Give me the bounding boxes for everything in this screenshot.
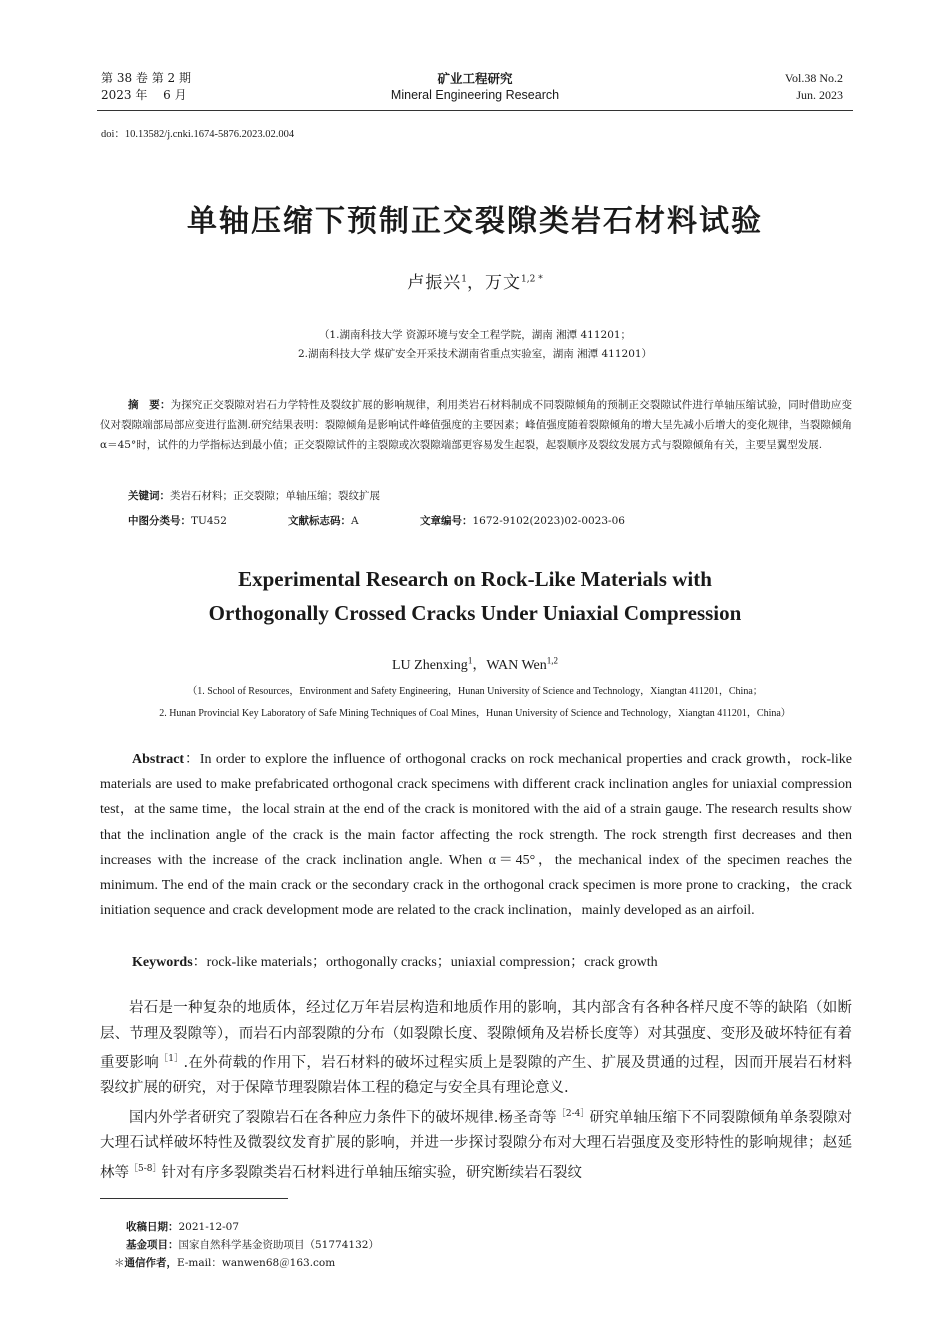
doc-code-label: 文献标志码： xyxy=(288,515,351,527)
abstract-cn-label: 摘 要： xyxy=(128,399,171,411)
doc-code-value: A xyxy=(351,515,359,527)
affiliation-line: 2.湖南科技大学 煤矿安全开采技术湖南省重点实验室，湖南 湘潭 411201） xyxy=(297,348,653,360)
received-date: 2021-12-07 xyxy=(178,1221,240,1233)
journal-name-cn: 矿业工程研究 xyxy=(437,71,513,86)
footnote-label: 收稿日期： xyxy=(126,1221,179,1233)
author-separator: ， xyxy=(467,273,486,293)
author-name: 卢振兴 xyxy=(407,273,462,293)
body-text-run: 针对有序多裂隙类岩石材料进行单轴压缩实验，研究断续岩石裂纹 xyxy=(161,1164,582,1181)
author-affiliation-mark: 1,2 xyxy=(546,655,558,666)
author-affiliation-mark: 1,2 * xyxy=(521,274,543,285)
author-name: LU Zhenxing xyxy=(391,658,468,673)
body-text-run: 研究单轴压缩下不同裂隙倾角单条裂隙对大理石试样破坏特性及微裂纹发育扩展的影响，并进一步探讨裂隙分布对大理石岩强度及变形特性的影响规律；赵延林等 xyxy=(100,1109,853,1181)
date-en: Jun. 2023 xyxy=(796,88,843,102)
date-cn: 2023 年 6 月 xyxy=(101,88,187,102)
title-cn: 单轴压缩下预制正交裂隙类岩石材料试验 xyxy=(187,204,763,239)
keywords-en-colon: ： xyxy=(192,955,207,970)
keywords-en xyxy=(132,951,658,971)
keywords-en-text: rock-like materials；orthogonally cracks；uniaxial compression；crack growth xyxy=(206,955,658,970)
affiliation-line: 2. Hunan Provincial Key Laboratory of Safe Mining Techniques of Coal Mines，Hunan University of Science and Technology，Xiangtan 411201，China） xyxy=(159,708,791,719)
abstract-cn-text: 为探究正交裂隙对岩石力学特性及裂纹扩展的影响规律，利用类岩石材料制成不同裂隙倾角的预制正交裂隙试件进行单轴压缩试验，同时借助应变仪对裂隙端部局部应变进行监测.研究结果表明：裂隙倾角是影响试件峰值强度的主要因素；峰值强度随着裂隙倾角的增大呈先减小后增大的变化规律，当裂隙倾角 α＝45°时，试件的力学指标达到最小值；正交裂隙试件的主裂隙或次裂隙端部更容易发生起裂，起裂顺序及裂纹发展方式与裂隙倾角有关，主要呈翼型发展. xyxy=(100,399,853,451)
clc-value: TU452 xyxy=(191,515,227,527)
doi[interactable]: doi：10.13582/j.cnki.1674-5876.2023.02.004 xyxy=(101,129,295,140)
keywords-cn-label: 关键词： xyxy=(128,490,170,502)
volume-cn: 第 38 卷 第 2 期 xyxy=(101,71,191,85)
body-text xyxy=(100,996,852,1186)
journal-name-en: Mineral Engineering Research xyxy=(390,88,560,102)
citation-ref[interactable]: ［1］ xyxy=(159,1054,184,1064)
affiliations-cn xyxy=(0,326,950,364)
footnote-label: 基金项目： xyxy=(126,1239,179,1251)
affiliations-en xyxy=(0,681,950,725)
footnote-corresponding xyxy=(114,1254,379,1272)
title-en-line: Experimental Research on Rock-Like Materials with xyxy=(238,567,712,591)
article-id-value: 1672-9102(2023)02-0023-06 xyxy=(472,515,625,527)
corresponding-mark: ＊ xyxy=(114,1257,125,1269)
keywords-en-label: Keywords xyxy=(132,955,193,970)
abstract-en-text: In order to explore the influence of orthogonal cracks on rock mechanical properties and crack growth，rock-like materials are used to make prefabricated orthogonal crack specimens with different crack inclination angles for uniaxial compression test，at the same time，the local strain at the end of the crack is monitored with the aid of a strain gauge. The research results show that the inclination angle of the crack is the main factor affecting the rock strength. The rock strength first decreases and then increases with the increase of the crack inclination angle. When α＝45°，the mechanical index of the specimen reaches the minimum. The end of the main crack or the secondary crack in the orthogonal crack specimen is more prone to cracking，the crack initiation sequence and crack development mode are related to the crack inclination，mainly developed as an airfoil. xyxy=(100,752,852,919)
corresponding-email[interactable]: E-mail：wanwen68＠163.com xyxy=(177,1257,336,1269)
affiliation-line: （1.湖南科技大学 资源环境与安全工程学院，湖南 湘潭 411201； xyxy=(318,329,632,341)
authors-en xyxy=(0,654,950,674)
footnote-label: 通信作者， xyxy=(124,1257,177,1269)
citation-ref[interactable]: ［2-4］ xyxy=(556,1108,590,1119)
footnote-divider xyxy=(100,1198,288,1199)
clc-label: 中图分类号： xyxy=(128,515,191,527)
citation-ref[interactable]: ［5-8］ xyxy=(129,1163,162,1174)
body-text-run: 国内外学者研究了裂隙岩石在各种应力条件下的破坏规律.杨圣奇等 xyxy=(129,1109,557,1126)
footnote-fund xyxy=(126,1236,379,1254)
body-text-run: .在外荷载的作用下，岩石材料的破坏过程实质上是裂隙的产生、扩展及贯通的过程，因而开展岩石材料裂纹扩展的研究，对于保障节理裂隙岩体工程的稳定与安全具有理论意义. xyxy=(100,1054,853,1097)
abstract-en xyxy=(100,747,852,923)
header-divider xyxy=(97,110,853,111)
abstract-cn xyxy=(100,395,852,455)
author-name: WAN Wen xyxy=(486,658,547,673)
author-separator: ， xyxy=(472,658,487,673)
classification-line xyxy=(128,513,625,528)
fund-project: 国家自然科学基金资助项目（51774132） xyxy=(178,1239,379,1251)
footnotes xyxy=(114,1218,379,1272)
volume-en: Vol.38 No.2 xyxy=(784,71,843,85)
author-affiliation-mark: 1 xyxy=(467,655,473,666)
abstract-en-label: Abstract xyxy=(132,752,185,767)
author-affiliation-mark: 1 xyxy=(461,274,468,285)
author-name: 万文 xyxy=(485,273,522,293)
title-en-line: Orthogonally Crossed Cracks Under Uniaxial Compression xyxy=(208,601,742,625)
authors-cn xyxy=(0,268,950,293)
footnote-received xyxy=(126,1218,379,1236)
article-id-label: 文章编号： xyxy=(420,515,473,527)
affiliation-line: （1. School of Resources，Environment and Safety Engineering，Hunan University of Science and Technology，Xiangtan 411201，China； xyxy=(187,686,763,697)
title-en xyxy=(0,562,950,630)
body-paragraph xyxy=(100,996,852,1102)
body-paragraph xyxy=(100,1102,852,1186)
header-right xyxy=(785,70,843,104)
body-text-run: 岩石是一种复杂的地质体，经过亿万年岩层构造和地质作用的影响，其内部含有各种各样尺度不等的缺陷（如断层、节理及裂隙等），而岩石内部裂隙的分布（如裂隙长度、裂隙倾角及岩桥长度等）对其强度、变形及破坏特征有着重要影响 xyxy=(100,1000,852,1071)
keywords-cn-text: 类岩石材料；正交裂隙；单轴压缩；裂纹扩展 xyxy=(170,490,380,502)
keywords-cn xyxy=(128,488,380,503)
abstract-en-colon: ： xyxy=(184,752,200,767)
